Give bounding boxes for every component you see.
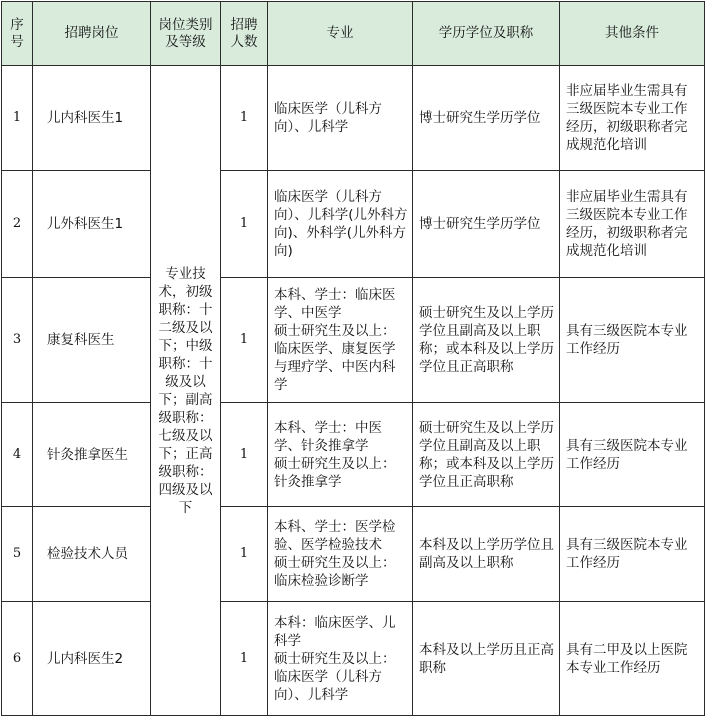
- row-other: 具有三级医院本专业工作经历: [560, 278, 705, 403]
- row-major: 本科、学士：临床医学、中医学 硕士研究生及以上：临床医学、康复医学与理疗学、中医内科学: [268, 278, 413, 403]
- row-seq: 3: [2, 278, 33, 403]
- row-major: 本科：临床医学、儿科学 硕士研究生及以上：临床医学（儿科方向）、儿科学: [268, 602, 413, 716]
- row-count: 1: [221, 602, 268, 716]
- row-position: 儿内科医生1: [33, 66, 151, 171]
- header-other: 其他条件: [560, 2, 705, 66]
- row-major: 临床医学（儿科方向）、儿科学(儿外科方向)、外科学(儿外科方向): [268, 171, 413, 278]
- table-row: [2, 171, 705, 278]
- row-major: 本科、学士：医学检验、医学检验技术 硕士研究生及以上：临床检验诊断学: [268, 507, 413, 602]
- header-row: [2, 2, 705, 66]
- row-seq: 6: [2, 602, 33, 716]
- row-degree: 博士研究生学历学位: [413, 171, 560, 278]
- row-other: 具有二甲及以上医院本专业工作经历: [560, 602, 705, 716]
- row-position: 儿外科医生1: [33, 171, 151, 278]
- header-count: 招聘人数: [221, 2, 268, 66]
- row-seq: 1: [2, 66, 33, 171]
- row-seq: 2: [2, 171, 33, 278]
- row-degree: 本科及以上学历学位且副高及以上职称: [413, 507, 560, 602]
- position-category-cell: 专业技术，初级职称：十二级及以下；中级职称：十级及以下；副高级职称：七级及以下；正高级职称：四级及以下: [151, 66, 221, 716]
- row-degree: 博士研究生学历学位: [413, 66, 560, 171]
- row-count: 1: [221, 171, 268, 278]
- recruitment-table: [1, 1, 705, 716]
- row-degree: 本科及以上学历且正高职称: [413, 602, 560, 716]
- table-row: [2, 278, 705, 403]
- row-other: 非应届毕业生需具有三级医院本专业工作经历，初级职称者完成规范化培训: [560, 66, 705, 171]
- header-category: 岗位类别及等级: [151, 2, 221, 66]
- row-other: 具有三级医院本专业工作经历: [560, 507, 705, 602]
- row-major: 本科、学士：中医学、针灸推拿学 硕士研究生及以上：针灸推拿学: [268, 403, 413, 507]
- header-major: 专业: [268, 2, 413, 66]
- row-position: 康复科医生: [33, 278, 151, 403]
- row-seq: 4: [2, 403, 33, 507]
- row-position: 检验技术人员: [33, 507, 151, 602]
- header-degree: 学历学位及职称: [413, 2, 560, 66]
- row-degree: 硕士研究生及以上学历学位且副高及以上职称；或本科及以上学历学位且正高职称: [413, 278, 560, 403]
- row-position: 儿内科医生2: [33, 602, 151, 716]
- header-position: 招聘岗位: [33, 2, 151, 66]
- row-count: 1: [221, 507, 268, 602]
- table-row: [2, 507, 705, 602]
- row-count: 1: [221, 403, 268, 507]
- table-row: [2, 602, 705, 716]
- row-position: 针灸推拿医生: [33, 403, 151, 507]
- row-seq: 5: [2, 507, 33, 602]
- row-degree: 硕士研究生及以上学历学位且副高及以上职称；或本科及以上学历学位且正高职称: [413, 403, 560, 507]
- row-other: 具有三级医院本专业工作经历: [560, 403, 705, 507]
- row-count: 1: [221, 278, 268, 403]
- row-count: 1: [221, 66, 268, 171]
- row-major: 临床医学（儿科方向）、儿科学: [268, 66, 413, 171]
- header-seq: 序号: [2, 2, 33, 66]
- row-other: 非应届毕业生需具有三级医院本专业工作经历，初级职称者完成规范化培训: [560, 171, 705, 278]
- table-row: [2, 403, 705, 507]
- table-row: [2, 66, 705, 171]
